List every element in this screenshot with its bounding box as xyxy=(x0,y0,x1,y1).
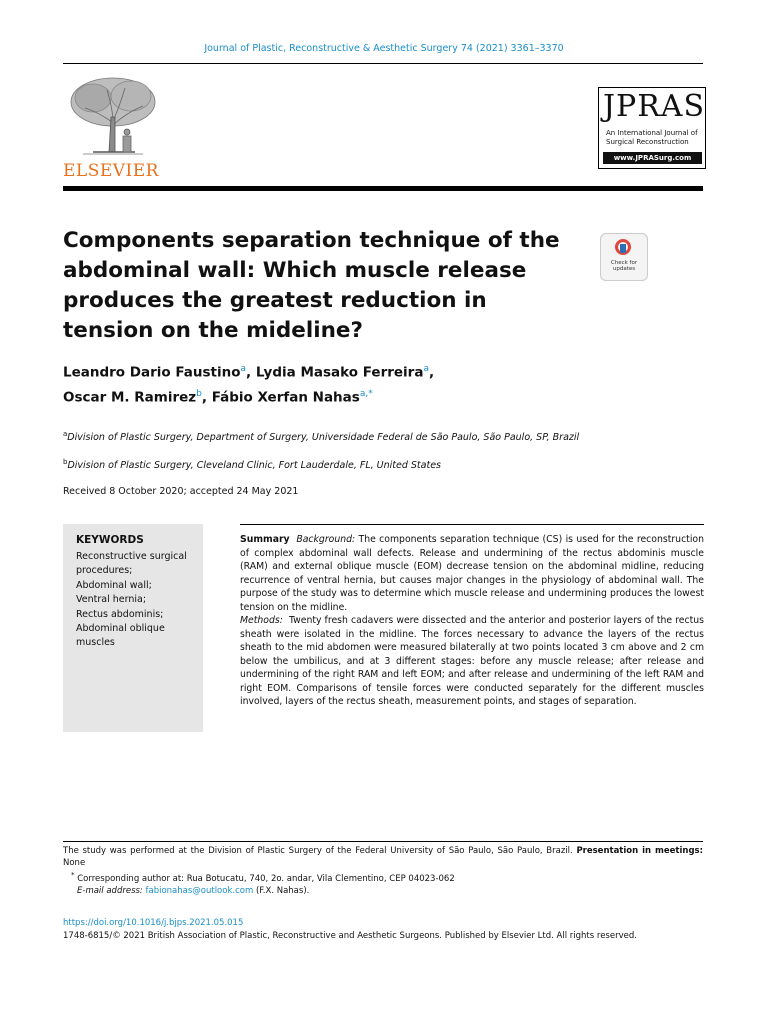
methods-text: Twenty fresh cadavers were dissected and the anterior and posterior layers of the rectus sheath were isolated in the midline. The forces necessary to advance the layers of the rectus sheath to the mid abdomen were measured bilaterally at two points located 3 cm above and 2 cm below the umbilicus, and at 3 different stages: before any muscle release; after release and undermining of the right RAM and left EOM; and after release and undermining of the left RAM and right EOM. Comparisons of tensile forces were conducted separately for the different muscles involved, layers of the rectus sheath, measurement points, and stages of separation. xyxy=(240,615,704,707)
author-name[interactable]: Oscar M. Ramirez xyxy=(63,389,197,405)
author-affil-sup[interactable]: a,* xyxy=(359,388,373,399)
abstract-summary xyxy=(240,533,704,709)
author-list: Leandro Dario Faustino$^a$, Lydia Masako Ferreira$^a$, Oscar M. Ramirez$^b$, Fábio Xerfan Nahas$^{a,*}$ xyxy=(63,364,435,405)
received-dates: Received 8 October 2020; accepted 24 May 2021 xyxy=(63,486,299,497)
affiliation: $^a$Division of Plastic Surgery, Department of Surgery, Universidade Federal de São Paulo, São Paulo, SP, Brazil xyxy=(63,430,580,444)
keyword-item: Abdominal wall; xyxy=(76,579,152,591)
keywords-heading: KEYWORDS xyxy=(76,534,144,546)
keywords-list xyxy=(76,550,200,651)
keyword-item: Ventral hernia; xyxy=(76,594,147,606)
author-name[interactable]: Fábio Xerfan Nahas xyxy=(211,389,360,405)
author-affil-sup[interactable]: a xyxy=(423,364,429,374)
summary-label: Summary xyxy=(240,534,290,545)
copyright: 1748-6815/© 2021 British Association of Plastic, Reconstructive and Aesthetic Surgeons. Published by Elsevier Ltd. All rights reserved. xyxy=(63,931,637,941)
affiliation: $^b$Division of Plastic Surgery, Cleveland Clinic, Fort Lauderdale, FL, United States xyxy=(63,458,441,472)
jpras-subtitle: Surgical Reconstruction xyxy=(606,138,689,146)
article-title: Components separation technique of the abdominal wall: Which muscle release produces the greatest reduction in tension on the mideline? xyxy=(63,228,560,343)
keyword-item: Reconstructive surgical procedures; xyxy=(76,551,187,577)
methods-label: Methods: xyxy=(240,615,283,626)
author-name[interactable]: Lydia Masako Ferreira xyxy=(255,364,424,381)
check-for-updates-button[interactable] xyxy=(600,233,648,281)
header-rule xyxy=(63,63,703,64)
author-affil-sup[interactable]: b xyxy=(196,388,202,399)
study-note: The study was performed at the Division of Plastic Surgery of the Federal University of São Paulo, São Paulo, Brazil. xyxy=(63,846,573,856)
author-affil-sup[interactable]: a xyxy=(240,364,247,374)
presentation-label: Presentation in meetings: xyxy=(576,846,704,856)
keyword-item: Rectus abdominis; xyxy=(76,608,164,620)
journal-citation[interactable]: Journal of Plastic, Reconstructive & Aesthetic Surgery 74 (2021) 3361–3370 xyxy=(204,43,564,54)
background-text: The components separation technique (CS) is used for the reconstruction of complex abdominal wall defects. Release and undermining of the rectus abdominis muscle (RAM) and external oblique muscle (EOM) decrease tension on the abdominal midline, reducing recurrence of ventral hernia, but causes major changes in the physiology of abdominal wall. The purpose of the study was to determine which muscle release and undermining produces the lowest tension on the midline. xyxy=(240,534,704,613)
keyword-item: Abdominal oblique muscles xyxy=(76,623,165,649)
email-link[interactable]: fabionahas@outlook.com xyxy=(145,885,254,896)
doi-link[interactable]: https://doi.org/10.1016/j.bjps.2021.05.015 xyxy=(63,918,244,928)
elsevier-wordmark: ELSEVIER xyxy=(63,161,159,181)
email-label: E-mail address: xyxy=(77,885,143,896)
jpras-title: JPRAS xyxy=(603,89,706,124)
background-label: Background: xyxy=(296,534,356,545)
header-thick-rule xyxy=(63,186,703,191)
summary-rule xyxy=(240,524,704,525)
author-name[interactable]: Leandro Dario Faustino xyxy=(63,364,241,381)
jpras-subtitle: An International Journal of xyxy=(606,129,698,137)
check-for-updates-label: Check for updates xyxy=(610,260,638,272)
footnote-rule xyxy=(63,841,703,842)
footnotes: The study was performed at the Division of Plastic Surgery of the Federal University of São Paulo, São Paulo, Brazil. Presentation in meetings: None * Corresponding author at: Rua Botucatu, 740, 2o. andar, Vila Clementino, CEP 04023-062 E-mail address: fabionahas@outlook.com (F.X. Nahas). xyxy=(63,846,704,896)
bookmark-icon xyxy=(620,244,626,253)
presentation-value: None xyxy=(63,858,86,868)
jpras-url[interactable]: www.JPRASurg.com xyxy=(603,152,702,164)
corresponding-author: Corresponding author at: Rua Botucatu, 740, 2o. andar, Vila Clementino, CEP 04023-062 xyxy=(77,873,455,884)
